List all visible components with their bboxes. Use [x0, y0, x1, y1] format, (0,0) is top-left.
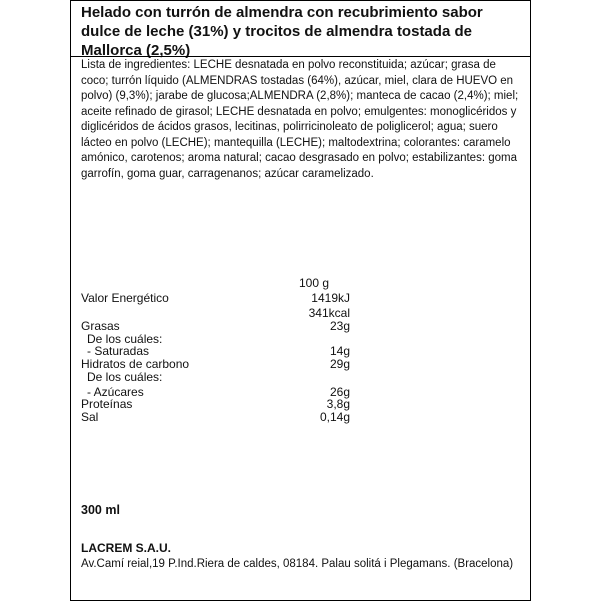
nutrition-label: De los cuáles: — [87, 370, 163, 384]
nutrition-label: Proteínas — [81, 397, 133, 411]
nutrition-row — [71, 370, 530, 385]
company-address: Av.Camí reial,19 P.Ind.Riera de caldes, 08184. Palau solitá i Plegamans. (Bracelona) — [81, 558, 514, 570]
nutrition-label: Hidratos de carbono — [81, 357, 190, 371]
ingredients-list: Lista de ingredientes: LECHE desnatada en polvo reconstituida; azúcar; grasa de coco; turrón líquido (ALMENDRAS tostadas (64%), azúcar, miel, clara de HUEVO en polvo) (9,3%); jarabe de glucosa;ALMENDRA (2,8%); manteca de cacao (2,4%); miel; aceite refinado de girasol; LECHE desnatada en polvo; emulgentes: monoglicéridos y diglicéridos de ácidos grasos, lecitinas, polirricinoleato de poliglicerol; agua; suero lácteo en polvo (LECHE); mantequilla (LECHE); maltodextrina; colorantes: caramelo amónico, carotenos; aroma natural; cacao desgrasado en polvo; estabilizantes: goma garrofín, goma guar, carragenanos; azúcar caramelizado. — [81, 59, 519, 180]
nutrition-row — [71, 291, 530, 306]
title-divider — [71, 56, 530, 57]
nutrition-value: 3,8g — [326, 397, 350, 411]
company-name: LACREM S.A.U. — [81, 541, 171, 555]
product-label-panel — [70, 0, 531, 601]
nutrition-value: 29g — [329, 357, 350, 371]
nutrition-label: De los cuáles: — [87, 332, 163, 346]
nutrition-value: 0,14g — [319, 410, 350, 424]
nutrition-label: - Saturadas — [87, 344, 150, 358]
nutrition-value: 14g — [329, 344, 350, 358]
nutrition-value: 1419kJ — [311, 291, 350, 305]
nutrition-row — [71, 410, 530, 425]
nutrition-value: 26g — [329, 385, 350, 399]
nutrition-value: 341kcal — [308, 306, 350, 320]
product-title: Helado con turrón de almendra con recubrimiento sabor dulce de leche (31%) y trocitos de almendra tostada de Mallorca (2,5%) — [81, 4, 483, 59]
nutrition-label: Sal — [81, 410, 99, 424]
net-volume: 300 ml — [81, 503, 120, 517]
nutrition-label: - Azúcares — [87, 385, 144, 399]
nutrition-value: 23g — [329, 319, 350, 333]
nutrition-label: Valor Energético — [81, 291, 169, 305]
nutrition-column-header: 100 g — [299, 276, 330, 290]
nutrition-label: Grasas — [81, 319, 120, 333]
